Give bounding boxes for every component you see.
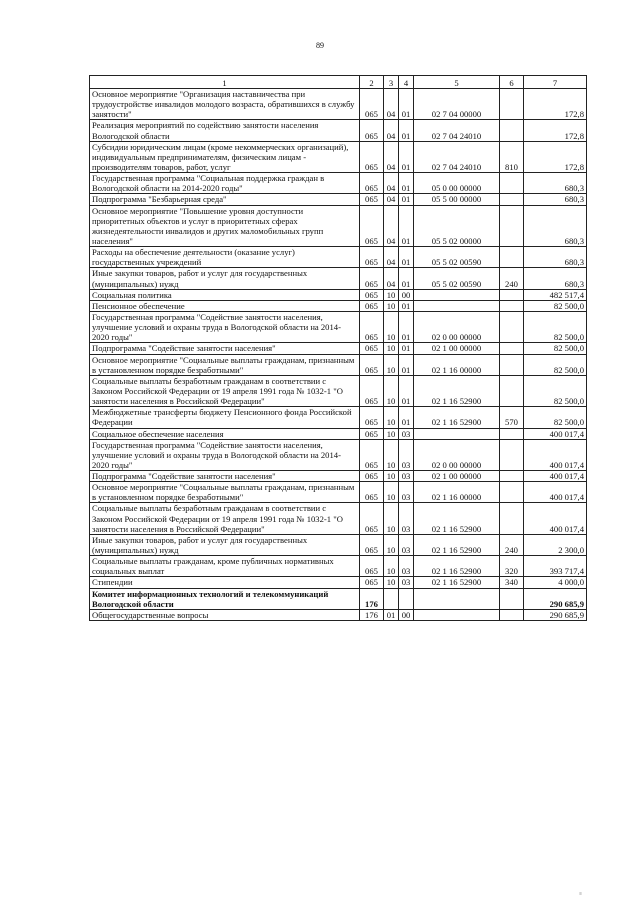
row-name-cell: Основное мероприятие "Социальные выплаты гражданам, признанным в установленном порядке безработными" — [90, 354, 360, 375]
target-article-cell: 02 0 00 00000 — [414, 311, 500, 342]
table-row — [90, 577, 587, 588]
row-name-cell: Комитет информационных технологий и телекоммуникаций Вологодской области — [90, 588, 360, 609]
expense-type-cell — [500, 89, 524, 120]
row-name-cell: Субсидии юридическим лицам (кроме некоммерческих организаций), индивидуальным предпринимателям, физическим лицам - производителям товаров, работ, услуг — [90, 141, 360, 172]
table-row — [90, 205, 587, 247]
amount-cell: 680,3 — [524, 194, 587, 205]
ministry-code-cell: 065 — [360, 354, 384, 375]
table-row — [90, 482, 587, 503]
expense-type-cell — [500, 311, 524, 342]
table-row — [90, 534, 587, 555]
section-code-cell: 10 — [384, 439, 399, 470]
table-row — [90, 311, 587, 342]
ministry-code-cell: 065 — [360, 289, 384, 300]
amount-cell: 400 017,4 — [524, 482, 587, 503]
column-header: 6 — [500, 76, 524, 89]
section-code-cell: 10 — [384, 534, 399, 555]
amount-cell: 393 717,4 — [524, 556, 587, 577]
header-row — [90, 76, 587, 89]
table-row — [90, 439, 587, 470]
subsection-code-cell: 01 — [399, 343, 414, 354]
target-article-cell: 02 1 16 52900 — [414, 375, 500, 406]
table-row — [90, 471, 587, 482]
amount-cell: 82 500,0 — [524, 375, 587, 406]
expense-type-cell: 240 — [500, 268, 524, 289]
table-row — [90, 343, 587, 354]
amount-cell: 4 000,0 — [524, 577, 587, 588]
expense-type-cell — [500, 289, 524, 300]
ministry-code-cell: 065 — [360, 577, 384, 588]
target-article-cell: 05 5 00 00000 — [414, 194, 500, 205]
section-code-cell: 10 — [384, 556, 399, 577]
target-article-cell — [414, 588, 500, 609]
table-row — [90, 375, 587, 406]
subsection-code-cell: 01 — [399, 89, 414, 120]
amount-cell: 400 017,4 — [524, 428, 587, 439]
expense-type-cell — [500, 194, 524, 205]
section-code-cell: 10 — [384, 577, 399, 588]
ministry-code-cell: 065 — [360, 503, 384, 534]
row-name-cell: Социальное обеспечение населения — [90, 428, 360, 439]
amount-cell: 82 500,0 — [524, 407, 587, 428]
row-name-cell: Иные закупки товаров, работ и услуг для государственных (муниципальных) нужд — [90, 268, 360, 289]
table-row — [90, 89, 587, 120]
row-name-cell: Социальные выплаты безработным гражданам в соответствии с Законом Российской Федерации от 19 апреля 1991 года № 1032-1 "О занятости населения в Российской Федерации" — [90, 375, 360, 406]
subsection-code-cell: 01 — [399, 120, 414, 141]
expense-type-cell — [500, 609, 524, 620]
table-row — [90, 141, 587, 172]
column-header: 3 — [384, 76, 399, 89]
column-header: 2 — [360, 76, 384, 89]
target-article-cell: 05 5 02 00590 — [414, 247, 500, 268]
row-name-cell: Социальные выплаты безработным гражданам в соответствии с Законом Российской Федерации от 19 апреля 1991 года № 1032-1 "О занятости населения в Российской Федерации" — [90, 503, 360, 534]
section-code-cell: 04 — [384, 247, 399, 268]
ministry-code-cell: 065 — [360, 556, 384, 577]
expense-type-cell — [500, 205, 524, 247]
subsection-code-cell: 01 — [399, 311, 414, 342]
expense-type-cell — [500, 482, 524, 503]
subsection-code-cell: 03 — [399, 534, 414, 555]
subsection-code-cell: 03 — [399, 577, 414, 588]
target-article-cell: 02 1 16 52900 — [414, 407, 500, 428]
table-row — [90, 173, 587, 194]
table-row — [90, 354, 587, 375]
target-article-cell: 02 1 16 52900 — [414, 556, 500, 577]
ministry-code-cell: 065 — [360, 205, 384, 247]
target-article-cell: 02 7 04 24010 — [414, 120, 500, 141]
ministry-code-cell: 065 — [360, 343, 384, 354]
row-name-cell: Общегосударственные вопросы — [90, 609, 360, 620]
row-name-cell: Социальная политика — [90, 289, 360, 300]
table-row — [90, 428, 587, 439]
section-code-cell: 10 — [384, 482, 399, 503]
section-code-cell: 10 — [384, 289, 399, 300]
target-article-cell — [414, 300, 500, 311]
row-name-cell: Расходы на обеспечение деятельности (оказание услуг) государственных учреждений — [90, 247, 360, 268]
ministry-code-cell: 065 — [360, 428, 384, 439]
ministry-code-cell: 065 — [360, 194, 384, 205]
expense-type-cell — [500, 428, 524, 439]
subsection-code-cell: 00 — [399, 289, 414, 300]
amount-cell: 172,8 — [524, 89, 587, 120]
table-body — [90, 89, 587, 621]
target-article-cell — [414, 609, 500, 620]
expense-type-cell: 320 — [500, 556, 524, 577]
target-article-cell — [414, 428, 500, 439]
ministry-code-cell: 065 — [360, 471, 384, 482]
row-name-cell: Подпрограмма "Содействие занятости населения" — [90, 343, 360, 354]
row-name-cell: Государственная программа "Содействие занятости населения, улучшение условий и охраны труда в Вологодской области на 2014-2020 годы" — [90, 439, 360, 470]
ministry-code-cell: 065 — [360, 89, 384, 120]
amount-cell: 680,3 — [524, 173, 587, 194]
section-code-cell — [384, 588, 399, 609]
table-row — [90, 120, 587, 141]
table-row — [90, 503, 587, 534]
page-number: 89 — [316, 41, 324, 50]
row-name-cell: Реализация мероприятий по содействию занятости населения Вологодской области — [90, 120, 360, 141]
target-article-cell: 02 1 16 00000 — [414, 482, 500, 503]
scan-mark: ≡ — [579, 892, 582, 897]
amount-cell: 290 685,9 — [524, 609, 587, 620]
subsection-code-cell: 01 — [399, 247, 414, 268]
subsection-code-cell: 03 — [399, 503, 414, 534]
subsection-code-cell: 01 — [399, 141, 414, 172]
amount-cell: 400 017,4 — [524, 471, 587, 482]
row-name-cell: Социальные выплаты гражданам, кроме публичных нормативных социальных выплат — [90, 556, 360, 577]
subsection-code-cell: 01 — [399, 407, 414, 428]
section-code-cell: 10 — [384, 471, 399, 482]
amount-cell: 82 500,0 — [524, 311, 587, 342]
ministry-code-cell: 176 — [360, 588, 384, 609]
row-name-cell: Основное мероприятие "Повышение уровня доступности приоритетных объектов и услуг в приоритетных сферах жизнедеятельности инвалидов и других маломобильных групп населения" — [90, 205, 360, 247]
section-code-cell: 10 — [384, 354, 399, 375]
amount-cell: 82 500,0 — [524, 300, 587, 311]
section-code-cell: 10 — [384, 375, 399, 406]
expense-type-cell: 340 — [500, 577, 524, 588]
table-row — [90, 247, 587, 268]
column-header: 7 — [524, 76, 587, 89]
section-code-cell: 04 — [384, 89, 399, 120]
target-article-cell: 02 1 16 00000 — [414, 354, 500, 375]
ministry-code-cell: 065 — [360, 247, 384, 268]
section-code-cell: 10 — [384, 503, 399, 534]
ministry-code-cell: 176 — [360, 609, 384, 620]
expense-type-cell — [500, 588, 524, 609]
section-code-cell: 10 — [384, 407, 399, 428]
ministry-code-cell: 065 — [360, 407, 384, 428]
subsection-code-cell: 01 — [399, 375, 414, 406]
expense-type-cell — [500, 120, 524, 141]
expense-type-cell — [500, 173, 524, 194]
target-article-cell: 02 0 00 00000 — [414, 439, 500, 470]
ministry-code-cell: 065 — [360, 439, 384, 470]
subsection-code-cell: 03 — [399, 428, 414, 439]
subsection-code-cell: 01 — [399, 354, 414, 375]
column-header: 4 — [399, 76, 414, 89]
amount-cell: 2 300,0 — [524, 534, 587, 555]
amount-cell: 172,8 — [524, 141, 587, 172]
subsection-code-cell: 01 — [399, 300, 414, 311]
target-article-cell: 02 7 04 24010 — [414, 141, 500, 172]
subsection-code-cell: 03 — [399, 439, 414, 470]
ministry-code-cell: 065 — [360, 534, 384, 555]
subsection-code-cell: 01 — [399, 268, 414, 289]
row-name-cell: Основное мероприятие "Организация наставничества при трудоустройстве инвалидов молодого возраста, обратившихся в службу занятости" — [90, 89, 360, 120]
row-name-cell: Межбюджетные трансферты бюджету Пенсионного фонда Российской Федерации — [90, 407, 360, 428]
ministry-code-cell: 065 — [360, 268, 384, 289]
budget-table — [89, 75, 587, 621]
target-article-cell: 05 5 02 00590 — [414, 268, 500, 289]
expense-type-cell — [500, 375, 524, 406]
table-row — [90, 300, 587, 311]
expense-type-cell — [500, 354, 524, 375]
row-name-cell: Иные закупки товаров, работ и услуг для государственных (муниципальных) нужд — [90, 534, 360, 555]
subsection-code-cell: 00 — [399, 609, 414, 620]
ministry-code-cell: 065 — [360, 311, 384, 342]
section-code-cell: 10 — [384, 428, 399, 439]
ministry-code-cell: 065 — [360, 141, 384, 172]
amount-cell: 680,3 — [524, 205, 587, 247]
row-name-cell: Стипендии — [90, 577, 360, 588]
section-code-cell: 10 — [384, 300, 399, 311]
row-name-cell: Пенсионное обеспечение — [90, 300, 360, 311]
target-article-cell: 05 0 00 00000 — [414, 173, 500, 194]
expense-type-cell — [500, 300, 524, 311]
ministry-code-cell: 065 — [360, 120, 384, 141]
section-code-cell: 04 — [384, 120, 399, 141]
target-article-cell: 02 1 00 00000 — [414, 343, 500, 354]
expense-type-cell — [500, 439, 524, 470]
amount-cell: 172,8 — [524, 120, 587, 141]
subsection-code-cell: 01 — [399, 194, 414, 205]
amount-cell: 400 017,4 — [524, 503, 587, 534]
amount-cell: 680,3 — [524, 247, 587, 268]
ministry-code-cell: 065 — [360, 173, 384, 194]
expense-type-cell: 240 — [500, 534, 524, 555]
table-row — [90, 609, 587, 620]
table-row — [90, 289, 587, 300]
table-row — [90, 268, 587, 289]
target-article-cell: 05 5 02 00000 — [414, 205, 500, 247]
table-row — [90, 407, 587, 428]
expense-type-cell: 570 — [500, 407, 524, 428]
column-header: 1 — [90, 76, 360, 89]
subsection-code-cell: 03 — [399, 471, 414, 482]
section-code-cell: 10 — [384, 311, 399, 342]
expense-type-cell — [500, 471, 524, 482]
ministry-code-cell: 065 — [360, 375, 384, 406]
table-row — [90, 588, 587, 609]
target-article-cell — [414, 289, 500, 300]
amount-cell: 400 017,4 — [524, 439, 587, 470]
target-article-cell: 02 7 04 00000 — [414, 89, 500, 120]
subsection-code-cell: 03 — [399, 482, 414, 503]
expense-type-cell — [500, 247, 524, 268]
ministry-code-cell: 065 — [360, 300, 384, 311]
expense-type-cell: 810 — [500, 141, 524, 172]
section-code-cell: 01 — [384, 609, 399, 620]
row-name-cell: Подпрограмма "Безбарьерная среда" — [90, 194, 360, 205]
row-name-cell: Государственная программа "Содействие занятости населения, улучшение условий и охраны труда в Вологодской области на 2014-2020 годы" — [90, 311, 360, 342]
section-code-cell: 04 — [384, 268, 399, 289]
subsection-code-cell: 03 — [399, 556, 414, 577]
amount-cell: 680,3 — [524, 268, 587, 289]
section-code-cell: 04 — [384, 205, 399, 247]
table-row — [90, 194, 587, 205]
row-name-cell: Подпрограмма "Содействие занятости населения" — [90, 471, 360, 482]
section-code-cell: 04 — [384, 173, 399, 194]
amount-cell: 82 500,0 — [524, 354, 587, 375]
section-code-cell: 04 — [384, 141, 399, 172]
amount-cell: 482 517,4 — [524, 289, 587, 300]
subsection-code-cell: 01 — [399, 205, 414, 247]
ministry-code-cell: 065 — [360, 482, 384, 503]
subsection-code-cell — [399, 588, 414, 609]
amount-cell: 82 500,0 — [524, 343, 587, 354]
expense-type-cell — [500, 503, 524, 534]
target-article-cell: 02 1 16 52900 — [414, 503, 500, 534]
expense-type-cell — [500, 343, 524, 354]
subsection-code-cell: 01 — [399, 173, 414, 194]
section-code-cell: 10 — [384, 343, 399, 354]
target-article-cell: 02 1 00 00000 — [414, 471, 500, 482]
table-row — [90, 556, 587, 577]
row-name-cell: Государственная программа "Социальная поддержка граждан в Вологодской области на 2014-2020 годы" — [90, 173, 360, 194]
row-name-cell: Основное мероприятие "Социальные выплаты гражданам, признанным в установленном порядке безработными" — [90, 482, 360, 503]
target-article-cell: 02 1 16 52900 — [414, 534, 500, 555]
amount-cell: 290 685,9 — [524, 588, 587, 609]
column-header: 5 — [414, 76, 500, 89]
section-code-cell: 04 — [384, 194, 399, 205]
target-article-cell: 02 1 16 52900 — [414, 577, 500, 588]
